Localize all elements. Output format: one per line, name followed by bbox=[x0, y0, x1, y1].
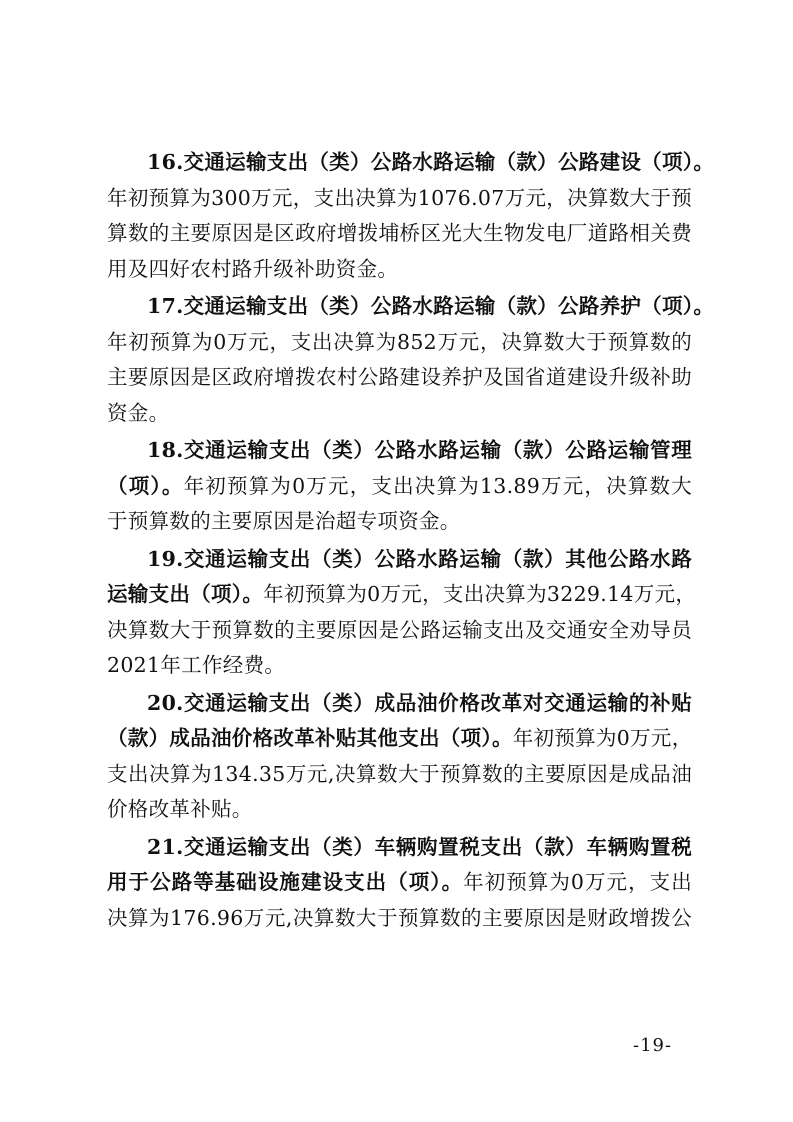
bold-heading-text: 19.交通运输支出（类）公路水路运输（款）其他公路水路 bbox=[147, 546, 692, 571]
body-run: 支出决算为134.35万元,决算数大于预算数的主要原因是成品油 bbox=[107, 761, 692, 786]
body-run: 年初预算为300万元，支出决算为1076.07万元，决算数大于预 bbox=[107, 185, 692, 210]
body-run: 决算为176.96万元,决算数大于预算数的主要原因是财政增拨公 bbox=[107, 905, 692, 930]
body-run: 资金。 bbox=[107, 400, 170, 425]
body-run: 年初预算为0万元，支出决算为852万元，决算数大于预算数的 bbox=[107, 329, 692, 354]
bold-heading-text: （项）。 bbox=[107, 473, 184, 498]
bold-heading-text: 16.交通运输支出（类）公路水路运输（款）公路建设（项）。 bbox=[147, 150, 715, 174]
body-run: 算数的主要原因是区政府增拨埔桥区光大生物发电厂道路相关费 bbox=[107, 221, 692, 245]
body-run: 用及四好农村路升级补助资金。 bbox=[107, 256, 399, 281]
body-run: 年初预算为0万元，支出决算为3229.14万元， bbox=[263, 582, 697, 606]
body-run: 决算数大于预算数的主要原因是公路运输支出及交通安全劝导员 bbox=[107, 617, 692, 642]
paragraph-line bbox=[107, 686, 692, 722]
paragraph-line bbox=[107, 396, 692, 432]
paragraph-line bbox=[107, 830, 692, 866]
paragraph-line bbox=[107, 865, 692, 901]
body-run: 价格改革补贴。 bbox=[107, 797, 253, 821]
body-text bbox=[107, 145, 715, 938]
bold-heading-text: 21.交通运输支出（类）车辆购置税支出（款）车辆购置税 bbox=[147, 834, 692, 859]
paragraph-line bbox=[107, 792, 692, 828]
paragraph-21 bbox=[107, 830, 692, 937]
paragraph-line bbox=[107, 648, 692, 684]
paragraph-20 bbox=[107, 686, 692, 828]
paragraph-17 bbox=[107, 289, 715, 431]
paragraph-line bbox=[107, 901, 692, 937]
paragraph-19 bbox=[107, 542, 697, 684]
paragraph-line bbox=[107, 145, 715, 181]
paragraph-line bbox=[107, 433, 692, 469]
paragraph-line bbox=[107, 469, 692, 505]
body-run: 年初预算为0万元，支出决算为13.89万元，决算数大 bbox=[183, 473, 693, 498]
paragraph-line bbox=[107, 216, 692, 252]
bold-heading-text: 运输支出（项）。 bbox=[107, 582, 264, 606]
bold-heading-text: 17.交通运输支出（类）公路水路运输（款）公路养护（项）。 bbox=[147, 294, 715, 318]
paragraph-line bbox=[107, 252, 692, 288]
bold-heading-text: 用于公路等基础设施建设支出（项）。 bbox=[107, 870, 464, 894]
body-run: 于预算数的主要原因是治超专项资金。 bbox=[107, 509, 461, 533]
paragraph-18 bbox=[107, 433, 692, 540]
paragraph-line bbox=[107, 613, 692, 649]
paragraph-line bbox=[107, 577, 697, 613]
paragraph-line bbox=[107, 721, 692, 757]
paragraph-16 bbox=[107, 145, 715, 287]
paragraph-line bbox=[107, 181, 692, 217]
bold-heading-text: 18.交通运输支出（类）公路水路运输（款）公路运输管理 bbox=[147, 438, 692, 462]
body-run: 年初预算为0万元， bbox=[512, 726, 693, 750]
paragraph-line bbox=[107, 504, 692, 540]
paragraph-line bbox=[107, 757, 692, 793]
body-run: 年初预算为0万元，支出 bbox=[463, 870, 693, 894]
paragraph-line bbox=[107, 360, 692, 396]
bold-heading-text: 20.交通运输支出（类）成品油价格改革对交通运输的补贴 bbox=[147, 690, 692, 715]
paragraph-line bbox=[107, 325, 692, 361]
body-run: 2021年工作经费。 bbox=[107, 653, 286, 677]
bold-heading-text: （款）成品油价格改革补贴其他支出（项）。 bbox=[107, 726, 513, 750]
paragraph-line bbox=[107, 289, 715, 325]
body-run: 主要原因是区政府增拨农村公路建设养护及国省道建设升级补助 bbox=[107, 365, 692, 389]
page-number: -19- bbox=[633, 1035, 673, 1056]
paragraph-line bbox=[107, 542, 692, 578]
